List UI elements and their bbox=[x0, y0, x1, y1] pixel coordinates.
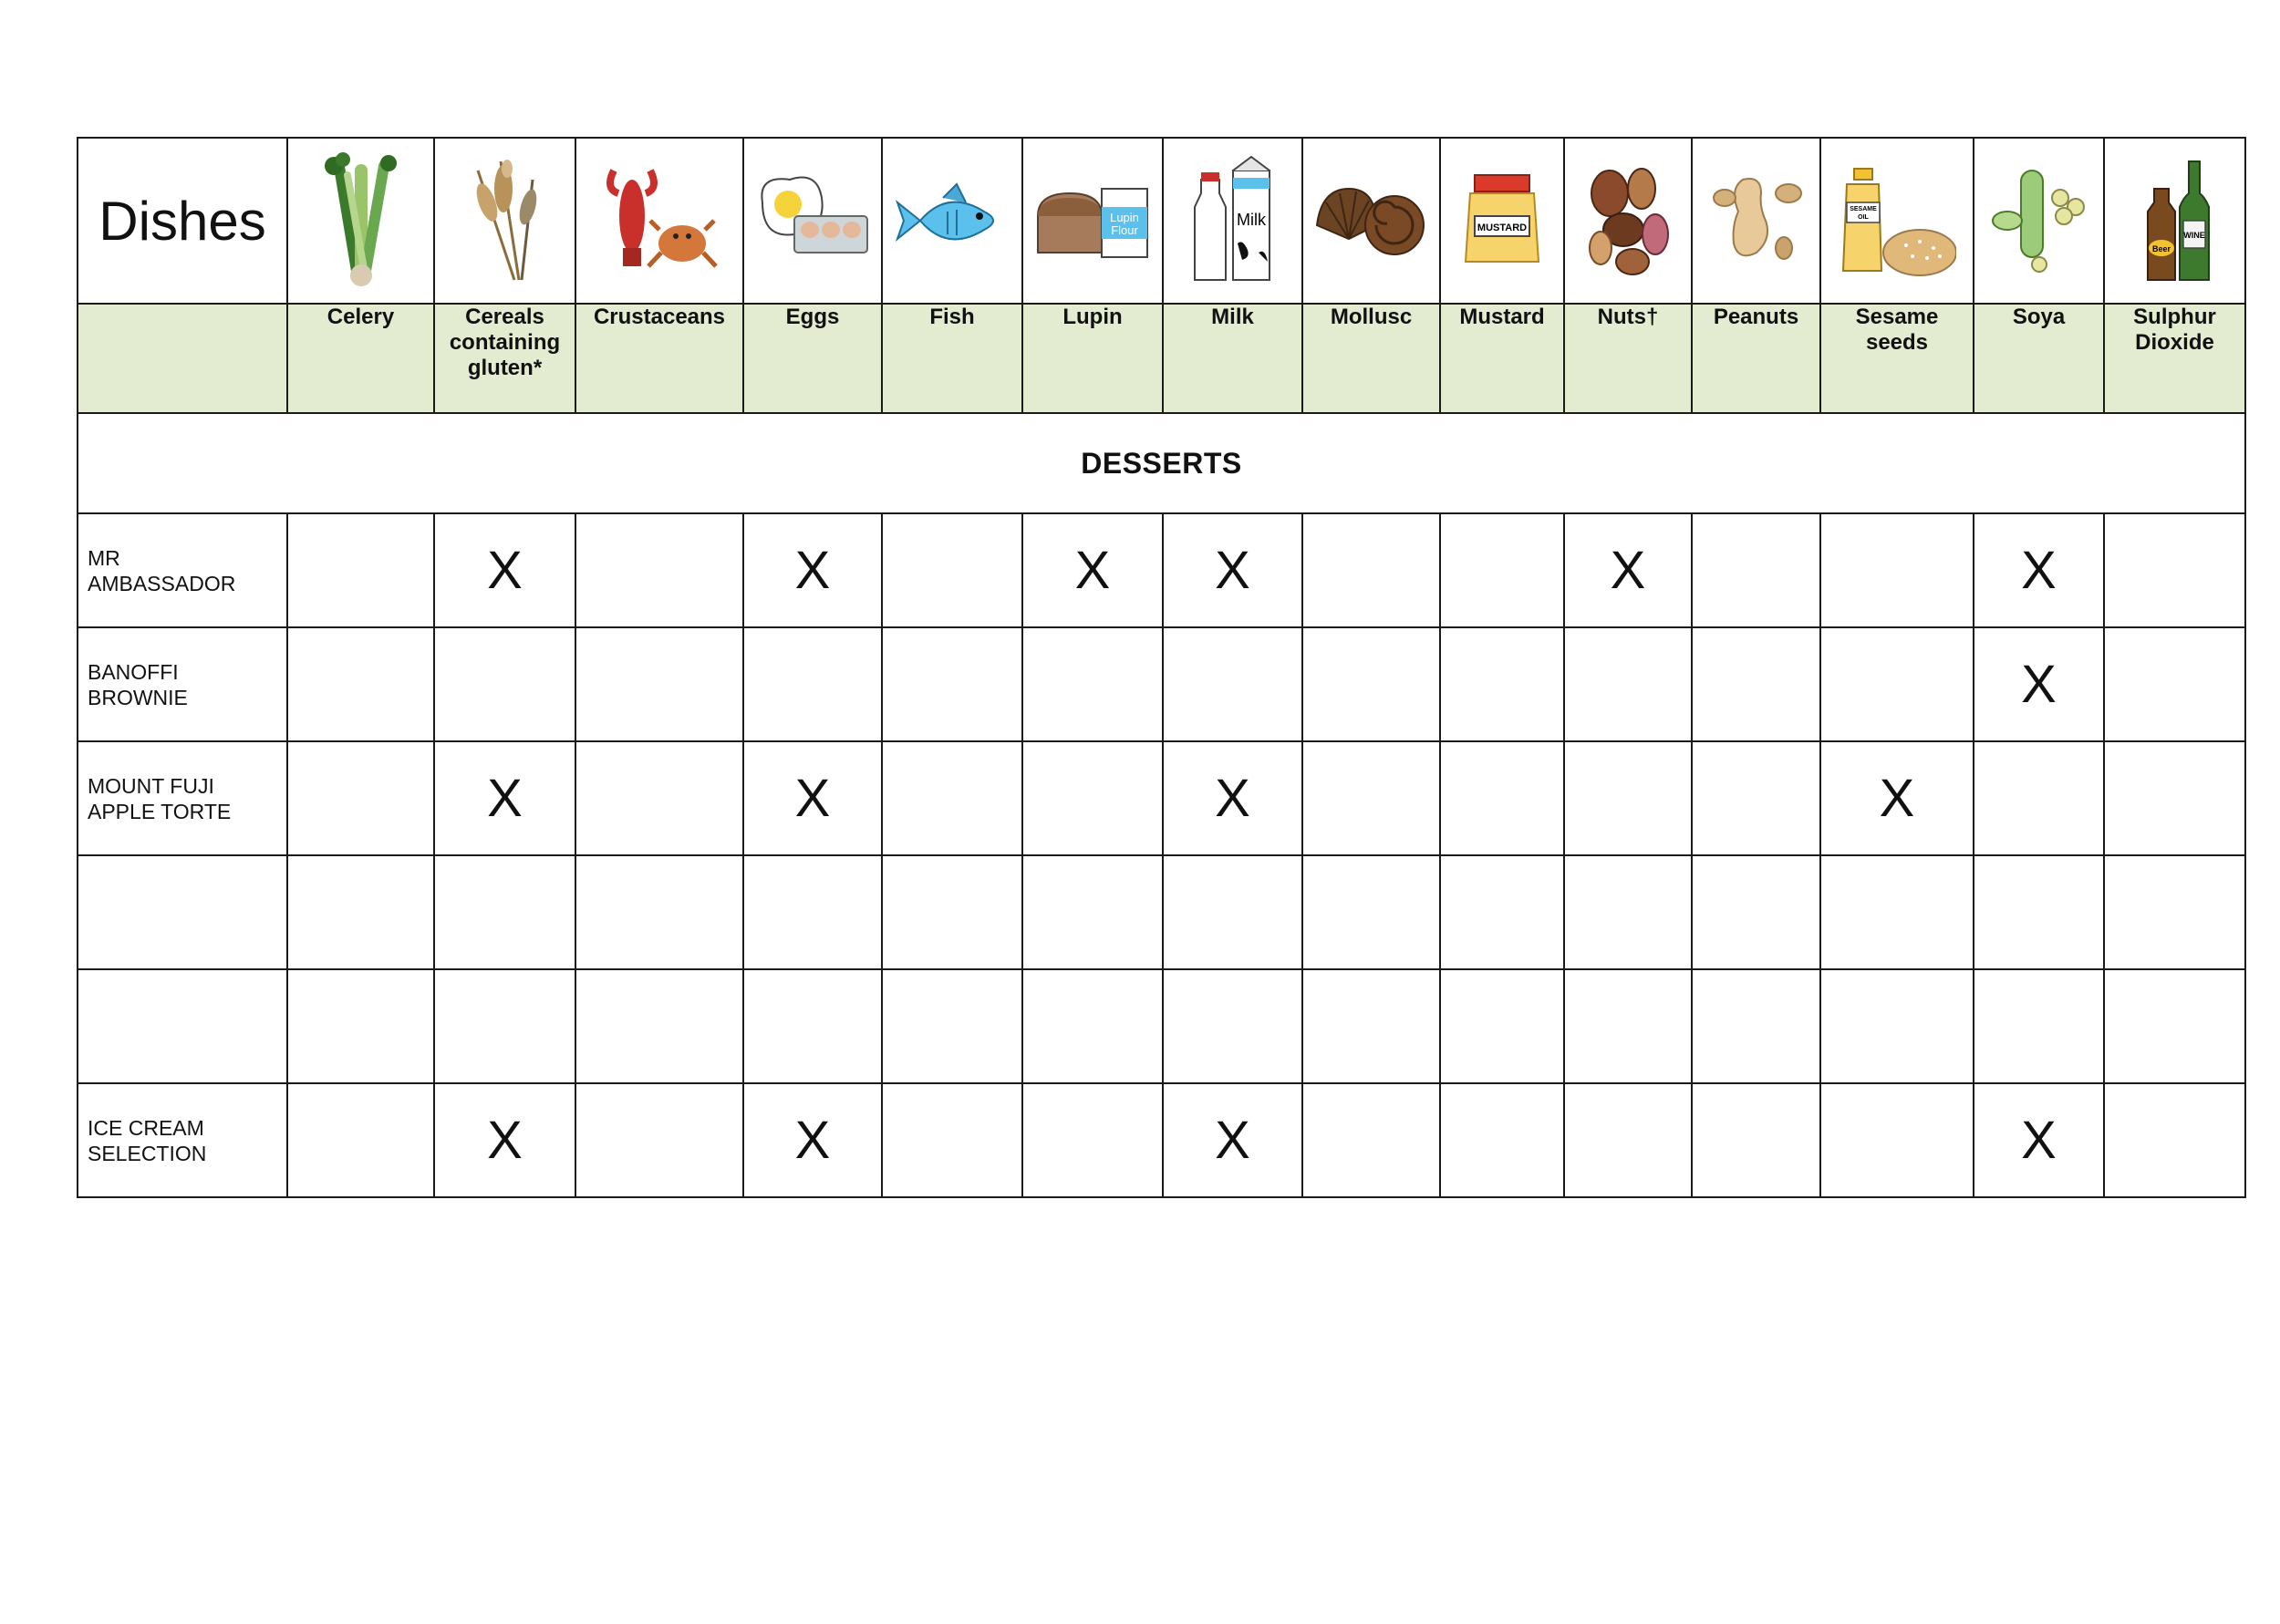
table-row bbox=[78, 969, 2245, 1083]
svg-text:SESAME: SESAME bbox=[1850, 206, 1877, 212]
allergen-mark: X bbox=[794, 540, 831, 600]
allergen-cell bbox=[1022, 969, 1163, 1083]
allergen-cell bbox=[434, 741, 575, 855]
wheat-icon bbox=[451, 152, 560, 289]
svg-text:Beer: Beer bbox=[2151, 244, 2171, 253]
table-row bbox=[78, 513, 2245, 627]
allergen-cell bbox=[1302, 1083, 1440, 1197]
allergen-label-sesame: Sesame seeds bbox=[1820, 304, 1974, 413]
allergen-label-soya: Soya bbox=[1974, 304, 2104, 413]
lupin-flour-icon bbox=[1033, 175, 1152, 266]
allergen-label-fish: Fish bbox=[882, 304, 1022, 413]
allergen-mark: X bbox=[2021, 654, 2057, 714]
table-row bbox=[78, 741, 2245, 855]
milk-icon bbox=[1187, 152, 1279, 289]
allergen-cell bbox=[1022, 855, 1163, 969]
allergen-cell bbox=[1974, 855, 2104, 969]
section-heading: DESSERTS bbox=[78, 413, 2245, 513]
allergen-cell bbox=[2104, 969, 2245, 1083]
peanut-icon-cell bbox=[1692, 138, 1820, 304]
allergen-cell bbox=[1302, 627, 1440, 741]
celery-icon-cell bbox=[287, 138, 434, 304]
allergen-cell bbox=[575, 513, 743, 627]
allergen-cell bbox=[1564, 513, 1692, 627]
allergen-mark: X bbox=[487, 540, 523, 600]
allergen-cell bbox=[882, 513, 1022, 627]
allergen-cell bbox=[287, 627, 434, 741]
allergen-mark: X bbox=[1215, 1110, 1250, 1170]
allergen-cell bbox=[434, 969, 575, 1083]
allergen-cell bbox=[1692, 969, 1820, 1083]
peanut-icon bbox=[1706, 166, 1807, 275]
soya-icon-cell bbox=[1974, 138, 2104, 304]
allergen-label-sulphur: Sulphur Dioxide bbox=[2104, 304, 2245, 413]
allergen-cell bbox=[882, 627, 1022, 741]
allergen-cell bbox=[575, 855, 743, 969]
wheat-icon-cell bbox=[434, 138, 575, 304]
dish-name: MR AMBASSADOR bbox=[78, 513, 287, 627]
dish-name bbox=[78, 969, 287, 1083]
allergen-cell bbox=[1302, 855, 1440, 969]
allergen-label-nuts: Nuts† bbox=[1564, 304, 1692, 413]
allergen-label-eggs: Eggs bbox=[743, 304, 882, 413]
allergen-mark: X bbox=[487, 1110, 523, 1170]
allergen-cell bbox=[1974, 627, 2104, 741]
allergen-cell bbox=[882, 741, 1022, 855]
dish-name bbox=[78, 855, 287, 969]
allergen-cell bbox=[2104, 627, 2245, 741]
allergen-cell bbox=[2104, 1083, 2245, 1197]
allergen-label-mollusc: Mollusc bbox=[1302, 304, 1440, 413]
allergen-cell bbox=[1564, 627, 1692, 741]
allergen-cell bbox=[1974, 741, 2104, 855]
beer-wine-icon bbox=[2134, 157, 2216, 284]
allergen-mark: X bbox=[1610, 540, 1646, 600]
allergen-cell bbox=[1440, 513, 1564, 627]
allergen-cell bbox=[1820, 1083, 1974, 1197]
allergen-mark: X bbox=[1215, 768, 1250, 828]
allergen-cell bbox=[287, 513, 434, 627]
allergen-cell bbox=[1440, 969, 1564, 1083]
soya-icon bbox=[1989, 166, 2089, 275]
allergen-label-row bbox=[78, 304, 2245, 413]
fish-icon-cell bbox=[882, 138, 1022, 304]
svg-text:WINE: WINE bbox=[2182, 231, 2205, 240]
allergen-cell bbox=[1022, 741, 1163, 855]
table-row bbox=[78, 1083, 2245, 1197]
allergen-label-cereals: Cereals containing gluten* bbox=[434, 304, 575, 413]
beer-wine-icon-cell bbox=[2104, 138, 2245, 304]
allergen-cell bbox=[1564, 855, 1692, 969]
allergen-cell bbox=[434, 1083, 575, 1197]
milk-icon-cell bbox=[1163, 138, 1302, 304]
allergen-cell bbox=[434, 513, 575, 627]
allergen-cell bbox=[1974, 513, 2104, 627]
allergen-label-peanuts: Peanuts bbox=[1692, 304, 1820, 413]
allergen-label-mustard: Mustard bbox=[1440, 304, 1564, 413]
allergen-cell bbox=[743, 741, 882, 855]
allergen-mark: X bbox=[794, 768, 831, 828]
allergen-cell bbox=[287, 1083, 434, 1197]
allergen-cell bbox=[882, 1083, 1022, 1197]
allergen-cell bbox=[743, 1083, 882, 1197]
allergen-cell bbox=[1302, 513, 1440, 627]
allergen-cell bbox=[1440, 741, 1564, 855]
allergen-cell bbox=[1820, 969, 1974, 1083]
svg-text:OIL: OIL bbox=[1858, 214, 1869, 221]
allergen-mark: X bbox=[487, 768, 523, 828]
allergen-mark: X bbox=[1215, 540, 1250, 600]
allergen-cell bbox=[1022, 1083, 1163, 1197]
allergen-cell bbox=[575, 969, 743, 1083]
egg-icon-cell bbox=[743, 138, 882, 304]
allergen-cell bbox=[1692, 741, 1820, 855]
allergen-cell bbox=[287, 855, 434, 969]
allergen-cell bbox=[882, 969, 1022, 1083]
allergen-cell bbox=[575, 627, 743, 741]
allergen-cell bbox=[743, 513, 882, 627]
mustard-jar-icon-cell bbox=[1440, 138, 1564, 304]
dish-name: ICE CREAM SELECTION bbox=[78, 1083, 287, 1197]
lupin-pack-text: Lupin bbox=[1110, 211, 1139, 224]
allergen-cell bbox=[1163, 1083, 1302, 1197]
allergen-cell bbox=[1692, 513, 1820, 627]
allergen-mark: X bbox=[2021, 540, 2057, 600]
allergen-cell bbox=[1163, 741, 1302, 855]
allergen-cell bbox=[1564, 969, 1692, 1083]
dish-rows bbox=[78, 513, 2245, 1197]
allergen-cell bbox=[575, 741, 743, 855]
allergen-mark: X bbox=[2021, 1110, 2057, 1170]
allergen-label-crustaceans: Crustaceans bbox=[575, 304, 743, 413]
svg-text:MUSTARD: MUSTARD bbox=[1477, 222, 1528, 233]
allergen-cell bbox=[1820, 855, 1974, 969]
allergen-cell bbox=[743, 855, 882, 969]
allergen-cell bbox=[1564, 1083, 1692, 1197]
dish-name: MOUNT FUJI APPLE TORTE bbox=[78, 741, 287, 855]
lobster-crab-icon-cell bbox=[575, 138, 743, 304]
allergen-cell bbox=[1302, 969, 1440, 1083]
table-row bbox=[78, 855, 2245, 969]
allergen-cell bbox=[1302, 741, 1440, 855]
allergen-cell bbox=[1820, 627, 1974, 741]
allergen-cell bbox=[575, 1083, 743, 1197]
allergen-cell bbox=[1974, 1083, 2104, 1197]
allergen-cell bbox=[1692, 855, 1820, 969]
dish-name: BANOFFI BROWNIE bbox=[78, 627, 287, 741]
lupin-flour-icon-cell bbox=[1022, 138, 1163, 304]
allergen-cell bbox=[1692, 627, 1820, 741]
section-row bbox=[78, 413, 2245, 513]
allergen-cell bbox=[2104, 513, 2245, 627]
allergen-cell bbox=[1692, 1083, 1820, 1197]
allergen-cell bbox=[287, 741, 434, 855]
allergen-cell bbox=[1163, 627, 1302, 741]
svg-text:Flour: Flour bbox=[1111, 223, 1138, 237]
icon-row bbox=[78, 138, 2245, 304]
allergen-cell bbox=[434, 855, 575, 969]
allergen-cell bbox=[882, 855, 1022, 969]
allergen-mark: X bbox=[1074, 540, 1111, 600]
mustard-jar-icon bbox=[1461, 171, 1543, 271]
allergen-cell bbox=[1163, 855, 1302, 969]
allergen-cell bbox=[1022, 627, 1163, 741]
label-row-blank bbox=[78, 304, 287, 413]
svg-text:Milk: Milk bbox=[1236, 211, 1266, 229]
allergen-cell bbox=[743, 627, 882, 741]
dishes-title: Dishes bbox=[78, 138, 287, 304]
allergen-table bbox=[77, 137, 2246, 1198]
nuts-icon bbox=[1578, 161, 1678, 280]
allergen-cell bbox=[1564, 741, 1692, 855]
allergen-cell bbox=[1820, 513, 1974, 627]
allergen-cell bbox=[2104, 741, 2245, 855]
allergen-cell bbox=[1022, 513, 1163, 627]
allergen-cell bbox=[1820, 741, 1974, 855]
allergen-cell bbox=[2104, 855, 2245, 969]
allergen-cell bbox=[743, 969, 882, 1083]
sesame-icon bbox=[1838, 161, 1956, 280]
table-row bbox=[78, 627, 2245, 741]
allergen-cell bbox=[1163, 969, 1302, 1083]
allergen-mark: X bbox=[794, 1110, 831, 1170]
allergen-cell bbox=[287, 969, 434, 1083]
lobster-crab-icon bbox=[596, 152, 723, 289]
allergen-cell bbox=[1440, 627, 1564, 741]
egg-icon bbox=[753, 166, 872, 275]
allergen-cell bbox=[1440, 855, 1564, 969]
sesame-icon-cell bbox=[1820, 138, 1974, 304]
allergen-cell bbox=[1163, 513, 1302, 627]
allergen-mark: X bbox=[1879, 768, 1915, 828]
shell-icon-cell bbox=[1302, 138, 1440, 304]
nuts-icon-cell bbox=[1564, 138, 1692, 304]
celery-icon bbox=[311, 152, 411, 289]
allergen-label-lupin: Lupin bbox=[1022, 304, 1163, 413]
shell-icon bbox=[1312, 175, 1431, 266]
fish-icon bbox=[893, 175, 1011, 266]
allergen-cell bbox=[1974, 969, 2104, 1083]
allergen-cell bbox=[1440, 1083, 1564, 1197]
allergen-label-celery: Celery bbox=[287, 304, 434, 413]
allergen-cell bbox=[434, 627, 575, 741]
allergen-label-milk: Milk bbox=[1163, 304, 1302, 413]
